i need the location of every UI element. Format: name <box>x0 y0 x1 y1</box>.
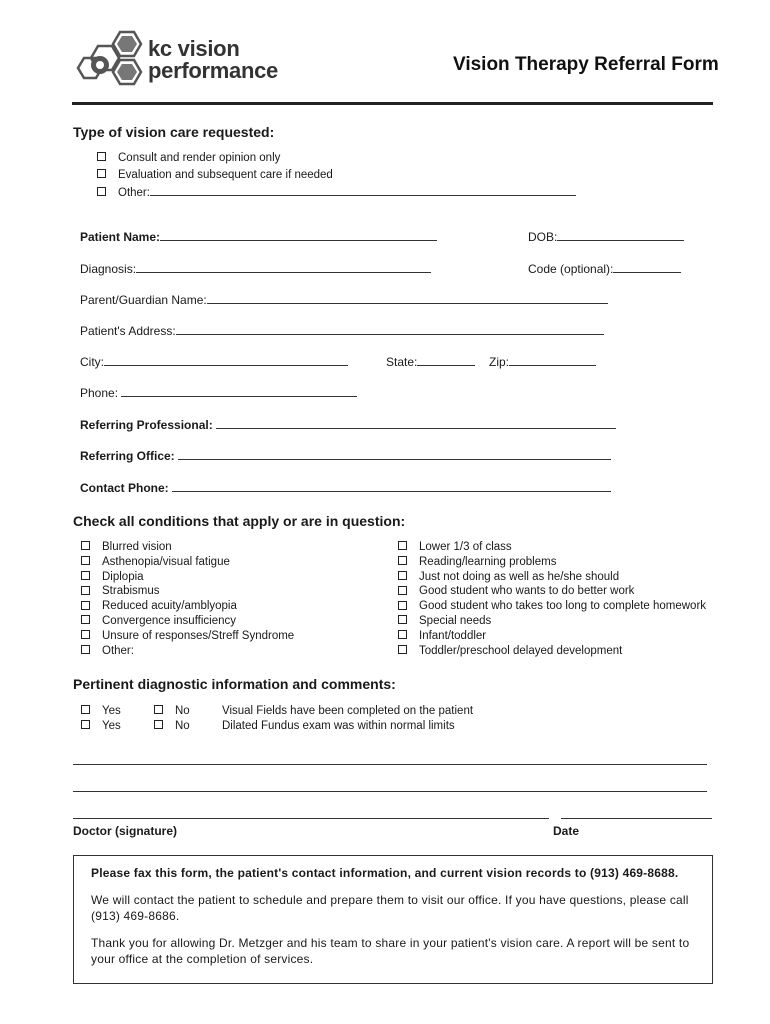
fields-yes-option[interactable]: Yes <box>81 704 121 719</box>
condition-item[interactable]: Toddler/preschool delayed development <box>398 644 706 659</box>
checkbox[interactable] <box>398 571 407 580</box>
checkbox[interactable] <box>81 541 90 550</box>
logo-line-1: kc vision <box>148 36 240 61</box>
notice-box <box>73 855 713 984</box>
comment-line-1[interactable] <box>73 764 707 765</box>
checkbox[interactable] <box>97 169 106 178</box>
condition-item[interactable]: Unsure of responses/Streff Syndrome <box>81 629 294 644</box>
state-line[interactable] <box>417 355 475 366</box>
checkbox[interactable] <box>81 720 90 729</box>
referring-professional-field[interactable]: Referring Professional: <box>80 418 616 432</box>
condition-item[interactable]: Asthenopia/visual fatigue <box>81 555 294 570</box>
condition-item[interactable]: Other: <box>81 644 294 659</box>
checkbox[interactable] <box>81 556 90 565</box>
condition-item[interactable]: Special needs <box>398 614 706 629</box>
guardian-field[interactable]: Parent/Guardian Name: <box>80 293 608 307</box>
contact-info: We will contact the patient to schedule and prepare them to visit our office. If you have questions, please call (913) 469-8686. <box>91 893 689 923</box>
checkbox[interactable] <box>398 630 407 639</box>
fax-instructions: Please fax this form, the patient's contact information, and current vision records to (913) 469-8688. <box>91 866 679 880</box>
checkbox[interactable] <box>398 586 407 595</box>
conditions-left-list <box>81 540 294 658</box>
fundus-no-option[interactable]: No <box>154 719 190 734</box>
zip-field[interactable]: Zip: <box>489 355 596 369</box>
conditions-heading: Check all conditions that apply or are in question: <box>73 513 406 529</box>
checkbox[interactable] <box>81 705 90 714</box>
checkbox[interactable] <box>81 645 90 654</box>
state-field[interactable]: State: <box>386 355 475 369</box>
diagnosis-line[interactable] <box>136 262 431 273</box>
hexagon-logo-icon <box>76 30 146 96</box>
checkbox[interactable] <box>398 556 407 565</box>
signature-line[interactable] <box>73 818 549 819</box>
visual-fields-text: Visual Fields have been completed on the patient <box>222 705 474 717</box>
referring-office-field[interactable]: Referring Office: <box>80 449 611 463</box>
condition-item[interactable]: Blurred vision <box>81 540 294 555</box>
checkbox[interactable] <box>97 152 106 161</box>
checkbox[interactable] <box>81 571 90 580</box>
condition-item[interactable]: Good student who wants to do better work <box>398 584 706 599</box>
contact-phone-field[interactable]: Contact Phone: <box>80 481 611 495</box>
referring-professional-line[interactable] <box>216 418 616 429</box>
phone-field[interactable]: Phone: <box>80 386 357 400</box>
fields-no-option[interactable]: No <box>154 704 190 719</box>
code-field[interactable]: Code (optional): <box>528 262 681 276</box>
phone-line[interactable] <box>121 386 357 397</box>
other-input-line[interactable] <box>150 185 576 196</box>
care-option-consult[interactable]: Consult and render opinion only <box>97 151 280 166</box>
condition-item[interactable]: Lower 1/3 of class <box>398 540 706 555</box>
fundus-yes-option[interactable]: Yes <box>81 719 121 734</box>
condition-item[interactable]: Infant/toddler <box>398 629 706 644</box>
condition-item[interactable]: Convergence insufficiency <box>81 614 294 629</box>
diagnosis-field[interactable]: Diagnosis: <box>80 262 431 276</box>
dob-line[interactable] <box>557 230 684 241</box>
patient-name-field[interactable]: Patient Name: <box>80 230 437 244</box>
checkbox[interactable] <box>154 705 163 714</box>
logo-line-2: performance <box>148 58 278 83</box>
comment-line-2[interactable] <box>73 791 707 792</box>
referring-office-line[interactable] <box>178 449 611 460</box>
checkbox[interactable] <box>398 645 407 654</box>
checkbox[interactable] <box>154 720 163 729</box>
checkbox[interactable] <box>398 541 407 550</box>
checkbox[interactable] <box>81 601 90 610</box>
date-line[interactable] <box>561 818 712 819</box>
condition-item[interactable]: Just not doing as well as he/she should <box>398 570 706 585</box>
dob-field[interactable]: DOB: <box>528 230 684 244</box>
address-field[interactable]: Patient's Address: <box>80 324 604 338</box>
checkbox[interactable] <box>81 630 90 639</box>
care-type-heading: Type of vision care requested: <box>73 124 275 140</box>
care-option-evaluation[interactable]: Evaluation and subsequent care if needed <box>97 168 333 183</box>
condition-item[interactable]: Good student who takes too long to complete homework <box>398 599 706 614</box>
city-line[interactable] <box>104 355 348 366</box>
checkbox[interactable] <box>81 586 90 595</box>
code-line[interactable] <box>613 262 681 273</box>
thank-you-note: Thank you for allowing Dr. Metzger and his team to share in your patient's vision care. A report will be sent to your office at the completion of services. <box>91 936 690 966</box>
date-label: Date <box>553 824 580 838</box>
conditions-right-list <box>398 540 706 658</box>
checkbox[interactable] <box>398 601 407 610</box>
guardian-line[interactable] <box>207 293 608 304</box>
zip-line[interactable] <box>509 355 596 366</box>
form-title: Vision Therapy Referral Form <box>453 54 719 75</box>
checkbox[interactable] <box>398 615 407 624</box>
condition-item[interactable]: Reading/learning problems <box>398 555 706 570</box>
checkbox[interactable] <box>97 187 106 196</box>
fundus-exam-text: Dilated Fundus exam was within normal limits <box>222 720 455 732</box>
doctor-signature-label: Doctor (signature) <box>73 824 178 838</box>
condition-item[interactable]: Strabismus <box>81 584 294 599</box>
condition-item[interactable]: Diplopia <box>81 570 294 585</box>
address-line[interactable] <box>176 324 604 335</box>
contact-phone-line[interactable] <box>172 481 611 492</box>
checkbox[interactable] <box>81 615 90 624</box>
diagnostic-heading: Pertinent diagnostic information and comments: <box>73 676 396 692</box>
condition-item[interactable]: Reduced acuity/amblyopia <box>81 599 294 614</box>
city-field[interactable]: City: <box>80 355 348 369</box>
logo <box>76 30 146 96</box>
patient-name-line[interactable] <box>160 230 437 241</box>
logo-text <box>148 38 278 82</box>
care-option-other[interactable]: Other: <box>97 185 576 201</box>
header-divider <box>72 102 713 105</box>
